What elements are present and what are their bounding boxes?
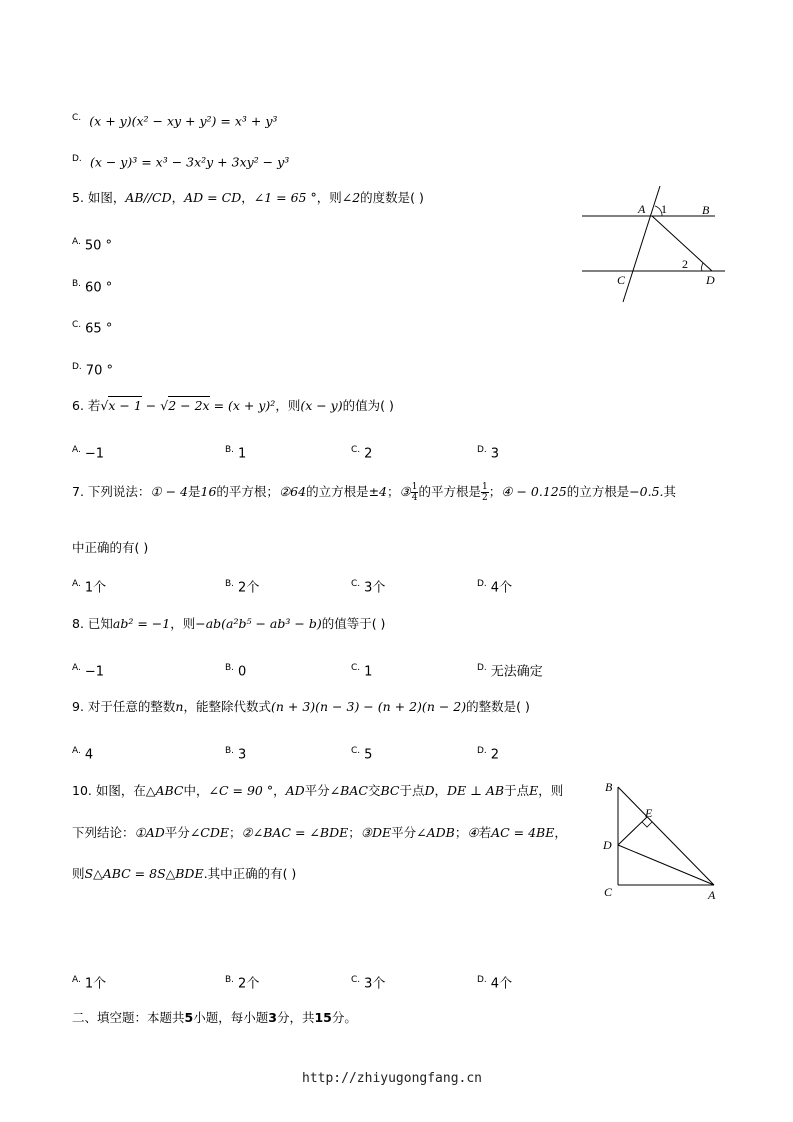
label-b: B [702, 203, 710, 217]
q9-stem-prefix: 9. 对于任意的整数 [72, 699, 176, 714]
q6-rhs: = (x + y)² [209, 398, 276, 413]
option-value: 1个 [84, 976, 107, 992]
q5-option-d [72, 359, 113, 379]
option-label: D. [72, 154, 82, 164]
section2-count: 5 [184, 1010, 194, 1025]
option-label: A. [72, 445, 81, 455]
q10-text: ； [454, 825, 468, 840]
q7-option-b [225, 576, 259, 596]
q10-expr: DE [371, 825, 392, 840]
q9-stem-suffix: 的整数是( ) [466, 699, 530, 714]
option-label: C. [72, 320, 82, 330]
q10-text: 于点 [399, 783, 425, 798]
q10-expr: AD [285, 783, 305, 798]
q10-text: .其中正确的有( ) [203, 866, 297, 881]
q10-expr: D [424, 783, 435, 798]
option-value: −1 [84, 664, 105, 680]
q10-expr: AD [145, 825, 165, 840]
footer-url: http://zhiyugongfang.cn [302, 1071, 483, 1086]
radicand-1: x − 1 [108, 398, 142, 413]
option-label: A. [72, 746, 81, 756]
q10-area-expression: S△ABC = 8S△BDE [84, 866, 204, 881]
option-value: 2 [364, 446, 373, 462]
section2-points-each: 3 [268, 1010, 277, 1025]
statement-1-marker: ① [134, 825, 146, 840]
q8-stem-suffix: 的值等于( ) [321, 616, 386, 631]
q8-stem-prefix: 8. 已知 [72, 616, 113, 631]
option-label: B. [72, 279, 82, 289]
option-value: 2个 [238, 580, 260, 596]
q10-expr: ∠BAC = ∠BDE [252, 825, 349, 840]
label-a: A [708, 888, 716, 902]
statement-3-marker: ③ [360, 825, 372, 840]
q9-option-a [72, 743, 93, 763]
option-label: A. [72, 975, 81, 985]
q7-stem-line2: 中正确的有( ) [72, 540, 149, 555]
section2-text: 分，共 [276, 1010, 315, 1025]
statement-3-marker: ③ [399, 484, 411, 499]
option-label: A. [72, 579, 81, 589]
option-label: A. [72, 237, 81, 247]
q7-option-a [72, 576, 106, 596]
option-label: D. [477, 579, 487, 589]
fraction-denominator: 2 [482, 493, 488, 503]
q5-stem-suffix: 的度数是( ) [360, 190, 424, 205]
q8-condition: ab² = −1 [112, 616, 171, 631]
label-e: E [645, 806, 653, 820]
section2-text: 分。 [331, 1010, 357, 1025]
q9-variable: n [175, 699, 184, 714]
q7-expr: ±4 [368, 484, 388, 499]
option-value: 4 [84, 747, 94, 763]
q10-text: ； [348, 825, 361, 840]
q7-text: 的平方根； [216, 484, 279, 499]
q6-option-d [477, 442, 499, 462]
q7-expr: − 4 [161, 484, 188, 499]
q10-option-b [225, 972, 259, 992]
statement-2-marker: ② [278, 484, 291, 499]
option-value: 60 ° [85, 280, 113, 296]
q10-option-d [477, 972, 512, 992]
q8-option-d [477, 660, 543, 680]
q5-option-a [72, 234, 112, 254]
q10-text: 于点 [504, 783, 530, 798]
q5-sep: ， [241, 190, 254, 205]
q6-option-c [351, 442, 372, 462]
q6-stem-prefix: 6. 若 [72, 398, 101, 413]
option-label: A. [72, 663, 81, 673]
q7-option-c [351, 576, 385, 596]
q8-mid: ，则 [170, 616, 196, 631]
statement-4-marker: ④ [501, 484, 513, 499]
q7-expr: 16 [200, 484, 217, 499]
q10-text: 10. 如图，在 [72, 783, 146, 798]
q7-text: 的平方根是 [418, 484, 481, 499]
q8-expression: −ab(a²b⁵ − ab³ − b) [195, 616, 322, 631]
option-value: 0 [238, 664, 247, 680]
fraction-numerator: 1 [411, 482, 418, 492]
q9-expression: (n + 3)(n − 3) − (n + 2)(n − 2) [270, 699, 467, 714]
section2-heading [72, 1010, 357, 1026]
q10-expr: ∠CDE [189, 825, 229, 840]
option-label: B. [225, 975, 235, 985]
q5-option-c [72, 317, 112, 337]
option-value: 3 [490, 446, 500, 462]
q8-option-c [351, 660, 372, 680]
q7-text: 其 [663, 484, 677, 499]
statement-2-marker: ② [241, 825, 253, 840]
option-value: 4个 [490, 580, 513, 596]
q10-expr: BC [380, 783, 400, 798]
option-value: −1 [84, 446, 105, 462]
option-label: C. [351, 746, 361, 756]
option-label: C. [351, 579, 361, 589]
q10-expr: △ABC [145, 783, 184, 798]
q7-text: ； [387, 484, 400, 499]
q10-text: 则 [72, 866, 85, 881]
q10-text: ，则 [538, 783, 564, 798]
q10-text: ， [273, 783, 286, 798]
q5-cond-equal: AD = CD [184, 190, 242, 205]
q9-stem [72, 699, 530, 716]
q6-option-b [225, 442, 246, 462]
q5-option-b [72, 276, 112, 296]
right-angle-mark [642, 822, 652, 827]
q5-sep: ，则 [316, 190, 342, 205]
label-1: 1 [661, 202, 667, 216]
option-value: 3 [238, 747, 247, 763]
q9-option-c [351, 743, 372, 763]
label-c: C [617, 273, 626, 287]
fraction-numerator: 1 [482, 482, 488, 492]
q6-target: (x − y) [300, 398, 343, 413]
q7-expr: −0.5. [629, 484, 664, 499]
label-d: D [603, 838, 612, 852]
q10-option-a [72, 972, 106, 992]
q5-stem-prefix: 5. 如图， [72, 190, 126, 205]
section2-text: 二、填空题：本题共 [72, 1010, 185, 1025]
option-label: B. [225, 445, 235, 455]
q5-figure [575, 180, 735, 310]
q10-text: ， [554, 825, 567, 840]
q10-text: 交 [367, 783, 381, 798]
q10-text: ； [229, 825, 242, 840]
q4-option-c [72, 110, 277, 130]
q6-stem-suffix: 的值为( ) [342, 398, 394, 413]
option-label: B. [225, 746, 235, 756]
q10-text: 平分 [304, 783, 330, 798]
q6-mid: ，则 [275, 398, 301, 413]
section2-total-points: 15 [314, 1010, 332, 1025]
statement-4-marker: ④ [467, 825, 479, 840]
q10-option-c [351, 972, 385, 992]
option-label: C. [351, 975, 361, 985]
q7-expr: − 0.125 [512, 484, 567, 499]
label-2: 2 [682, 257, 688, 271]
q10-text: 若 [478, 825, 492, 840]
radicand-2: 2 − 2x [168, 398, 210, 413]
option-label: D. [72, 362, 82, 372]
option-label: D. [477, 746, 487, 756]
fraction-denominator: 4 [411, 493, 418, 503]
q5-stem [72, 190, 424, 207]
label-b: B [605, 780, 613, 794]
q10-text: 下列结论： [72, 825, 135, 840]
sqrt-sign: √ [100, 398, 109, 413]
option-value: 50 ° [84, 238, 113, 254]
q7-stem-prefix: 7. 下列说法： [72, 484, 151, 499]
q10-figure [598, 775, 728, 905]
option-value: 2 [490, 747, 500, 763]
q10-expr: ∠C = 90 ° [208, 783, 274, 798]
q10-stem-line3 [72, 866, 296, 883]
q8-option-a [72, 660, 104, 680]
q5-target-angle2: ∠2 [341, 190, 361, 205]
q5-cond-angle1: ∠1 = 65 ° [253, 190, 317, 205]
option-value: 3个 [364, 580, 386, 596]
option-value: 1 [364, 664, 373, 680]
label-c: C [604, 885, 613, 899]
q10-text: 平分 [391, 825, 417, 840]
angle2-arc [702, 263, 703, 271]
option-value: 3个 [364, 976, 386, 992]
option-label: C. [351, 445, 361, 455]
q10-expr: ∠ADB [416, 825, 455, 840]
option-value: 70 ° [85, 363, 113, 379]
q5-sep: ， [171, 190, 185, 205]
q9-option-b [225, 743, 246, 763]
option-value: 2个 [238, 976, 260, 992]
segment-ad [618, 845, 714, 885]
section2-text: 小题，每小题 [193, 1010, 269, 1025]
q10-expr: ∠BAC [329, 783, 368, 798]
option-label: B. [225, 663, 235, 673]
q7-text: 的立方根是 [566, 484, 630, 499]
fraction-one-half [481, 482, 489, 503]
option-label: C. [72, 113, 82, 123]
q8-option-b [225, 660, 246, 680]
q10-text: 平分 [164, 825, 190, 840]
option-expression: (x − y)³ = x³ − 3x²y + 3xy² − y³ [89, 154, 290, 170]
q5-cond-parallel: AB//CD [125, 190, 172, 205]
option-value: 65 ° [85, 321, 113, 337]
q7-text: 是 [188, 484, 201, 499]
q10-text: 中， [183, 783, 209, 798]
option-label: C. [351, 663, 361, 673]
q7-option-d [477, 576, 512, 596]
option-value: 无法确定 [490, 664, 543, 680]
q10-text: ， [434, 783, 448, 798]
option-value: 1个 [84, 580, 107, 596]
q7-text: 的立方根是 [306, 484, 369, 499]
label-d: D [706, 273, 715, 287]
q6-stem [72, 398, 394, 415]
q10-stem-line1 [72, 783, 563, 800]
q10-stem-line2 [72, 825, 567, 842]
q8-stem [72, 616, 385, 633]
q9-option-d [477, 743, 499, 763]
q4-option-d [72, 151, 289, 171]
option-label: D. [477, 445, 487, 455]
q6-option-a [72, 442, 104, 462]
minus-sqrt: − √ [141, 398, 169, 413]
option-label: B. [225, 579, 235, 589]
q10-expr: AC = 4BE [491, 825, 555, 840]
option-value: 5 [364, 747, 373, 763]
option-label: D. [477, 975, 487, 985]
option-label: D. [477, 663, 487, 673]
statement-1-marker: ① [150, 484, 162, 499]
option-expression: (x + y)(x² − xy + y²) = x³ + y³ [89, 113, 278, 129]
option-value: 1 [238, 446, 247, 462]
segment-de [618, 817, 647, 845]
option-value: 4个 [490, 976, 513, 992]
q7-stem-line1 [72, 482, 676, 503]
q10-expr: E [529, 783, 539, 798]
q10-expr: DE ⊥ AB [447, 783, 505, 798]
label-a: A [638, 202, 646, 216]
side-ab [618, 787, 714, 885]
q7-expr: 64 [290, 484, 307, 499]
q9-mid: ，能整除代数式 [183, 699, 271, 714]
q7-text: ； [488, 484, 502, 499]
